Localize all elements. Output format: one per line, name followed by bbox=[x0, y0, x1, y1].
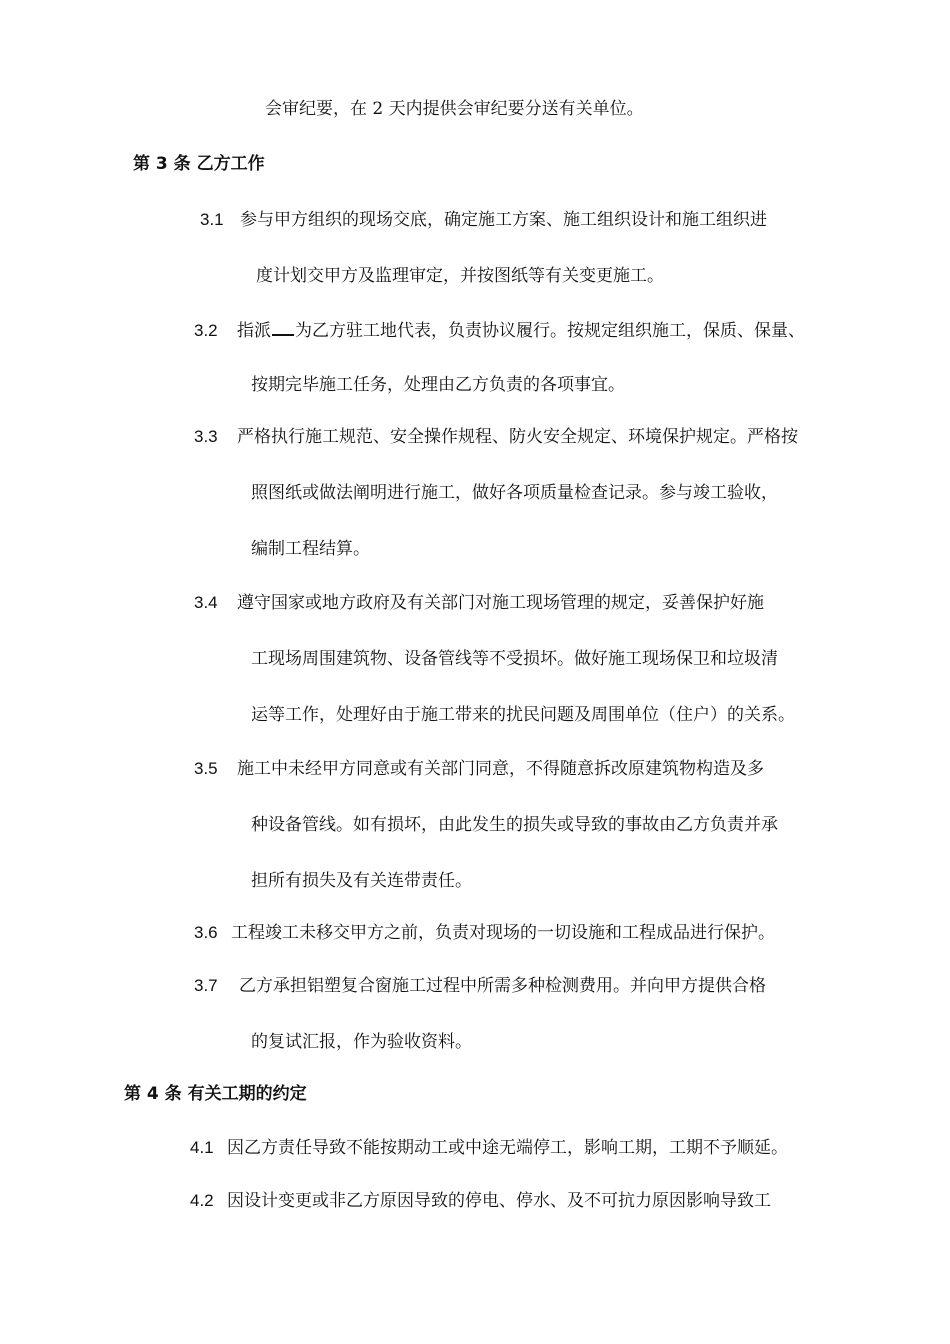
clause-text-post: 为乙方驻工地代表，负责协议履行。按规定组织施工，保质、保量、 bbox=[295, 321, 805, 341]
clause-text-pre: 指派 bbox=[237, 321, 271, 341]
clause-number: 4.1 bbox=[190, 1138, 214, 1157]
clause-3-4-cont-1: 工现场周围建筑物、设备管线等不受损坏。做好施工现场保卫和垃圾清 bbox=[251, 649, 778, 669]
clause-3-5 bbox=[194, 758, 764, 780]
clause-text: 严格执行施工规范、安全操作规程、防火安全规定、环境保护规定。严格按 bbox=[237, 427, 798, 447]
clause-3-6 bbox=[194, 922, 775, 944]
clause-3-2-cont: 按期完毕施工任务，处理由乙方负责的各项事宜。 bbox=[251, 375, 625, 395]
clause-number: 3.4 bbox=[194, 593, 218, 612]
clause-3-5-cont-1: 种设备管线。如有损坏，由此发生的损失或导致的事故由乙方负责并承 bbox=[251, 815, 778, 835]
clause-text: 遵守国家或地方政府及有关部门对施工现场管理的规定，妥善保护好施 bbox=[237, 593, 764, 613]
clause-number: 3.5 bbox=[194, 759, 218, 778]
clause-3-3-cont-2: 编制工程结算。 bbox=[251, 539, 370, 559]
clause-number: 4.2 bbox=[190, 1191, 214, 1210]
clause-3-7 bbox=[194, 975, 766, 997]
top-line: 会审纪要，在 2 天内提供会审纪要分送有关单位。 bbox=[265, 99, 644, 119]
clause-3-3-cont-1: 照图纸或做法阐明进行施工，做好各项质量检查记录。参与竣工验收， bbox=[251, 483, 778, 503]
clause-number: 3.7 bbox=[194, 976, 218, 995]
clause-3-2 bbox=[194, 318, 805, 342]
article-4-heading: 第 4 条 有关工期的约定 bbox=[124, 1084, 307, 1104]
clause-text: 工程竣工未移交甲方之前，负责对现场的一切设施和工程成品进行保护。 bbox=[231, 923, 775, 943]
clause-3-7-cont: 的复试汇报，作为验收资料。 bbox=[251, 1032, 472, 1052]
clause-3-1 bbox=[200, 209, 767, 231]
clause-text: 因乙方责任导致不能按期动工或中途无端停工，影响工期，工期不予顺延。 bbox=[227, 1138, 788, 1158]
article-3-heading: 第 3 条 乙方工作 bbox=[133, 154, 265, 174]
clause-4-1 bbox=[190, 1137, 788, 1159]
clause-text: 施工中未经甲方同意或有关部门同意，不得随意拆改原建筑物构造及多 bbox=[237, 759, 764, 779]
clause-3-4 bbox=[194, 592, 764, 614]
clause-text: 参与甲方组织的现场交底，确定施工方案、施工组织设计和施工组织进 bbox=[240, 210, 767, 230]
clause-text: 因设计变更或非乙方原因导致的停电、停水、及不可抗力原因影响导致工 bbox=[227, 1191, 771, 1211]
clause-number: 3.2 bbox=[194, 321, 218, 340]
clause-3-5-cont-2: 担所有损失及有关连带责任。 bbox=[251, 871, 472, 891]
clause-3-3 bbox=[194, 426, 798, 448]
clause-text: 乙方承担铝塑复合窗施工过程中所需多种检测费用。并向甲方提供合格 bbox=[239, 976, 766, 996]
clause-number: 3.3 bbox=[194, 427, 218, 446]
clause-number: 3.6 bbox=[194, 923, 218, 942]
clause-4-2 bbox=[190, 1190, 771, 1212]
fill-in-blank bbox=[272, 318, 294, 336]
clause-3-1-cont: 度计划交甲方及监理审定，并按图纸等有关变更施工。 bbox=[256, 266, 664, 286]
clause-3-4-cont-2: 运等工作，处理好由于施工带来的扰民问题及周围单位（住户）的关系。 bbox=[251, 705, 795, 725]
clause-number: 3.1 bbox=[200, 210, 224, 229]
